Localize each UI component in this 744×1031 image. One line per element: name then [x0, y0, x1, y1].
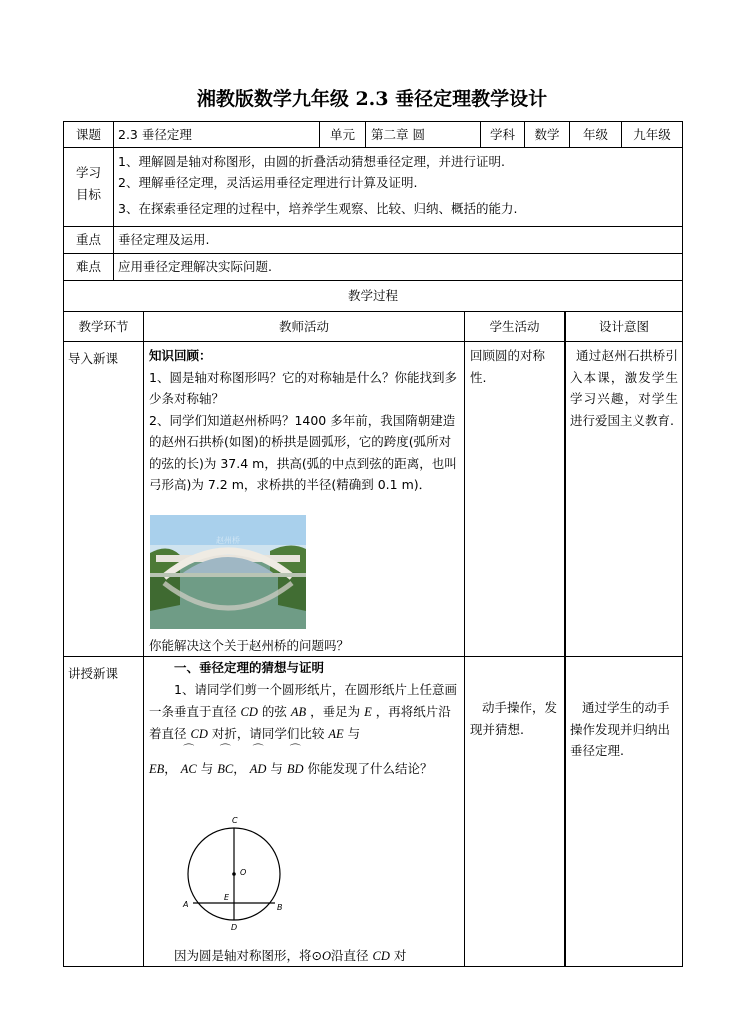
column-header-student: 学生活动	[489, 319, 540, 334]
label-o: O	[240, 868, 247, 877]
goal-item: 3、在探索垂径定理的过程中，培养学生观察、比较、归纳、概括的能力.	[118, 201, 518, 216]
label-c: C	[232, 816, 238, 825]
circle-diagram	[176, 810, 296, 935]
arc-label: AC	[180, 762, 197, 776]
key-label: 重点	[75, 232, 101, 247]
goal-item: 2、理解垂径定理，灵活运用垂径定理进行计算及证明.	[118, 175, 418, 190]
intro-question-2: 2、同学们知道赵州桥吗？1400 多年前，我国隋朝建造的赵州石拱桥(如图)的桥拱是圆弧形，它的跨度(弧所对的弦的长)为 37.4 m，拱高(弧的中点到弦的距离，也叫弓形高)为 7.2 m，求桥拱的半径(精确到 0.1 m)．	[149, 412, 457, 492]
lecture-intent: 通过学生的动手操作发现并归纳出垂径定理.	[570, 700, 671, 758]
goal-item: 1、理解圆是轴对称图形，由圆的折叠活动猜想垂径定理，并进行证明.	[118, 154, 505, 169]
table-border	[464, 311, 465, 967]
text-run: 对	[393, 948, 407, 963]
unit-value: 第二章 圆	[371, 127, 425, 142]
text-run: 的弦	[261, 704, 287, 719]
text-run: ，垂足为	[310, 704, 361, 719]
intro-stage: 导入新课	[68, 351, 119, 366]
table-border	[63, 280, 683, 281]
symbol-e: E	[364, 705, 372, 719]
arc-mark-icon: ⌒	[183, 743, 195, 756]
arc-label: BC	[217, 762, 234, 776]
text-run: ，再将纸片沿着直径	[149, 704, 451, 741]
lecture-paragraph-1	[149, 679, 461, 745]
table-border	[63, 147, 683, 148]
arc-bc	[217, 743, 234, 780]
label-e: E	[224, 893, 230, 902]
intro-question-1: 1、圆是轴对称图形吗？它的对称轴是什么？你能找到多少条对称轴？	[149, 369, 457, 406]
page-title: 湘教版数学九年级 2.3 垂径定理教学设计	[196, 88, 548, 110]
goals-label	[64, 162, 113, 206]
column-header-teacher: 教师活动	[278, 319, 329, 334]
text-run: 你能发现了什么结论？	[307, 761, 433, 776]
symbol-ab: AB	[290, 705, 307, 719]
arc-mark-icon: ⌒	[252, 743, 264, 756]
text-run: 1、请同学们剪一个圆形纸片，在圆形纸片上任意画一条垂直于直径	[149, 682, 457, 719]
table-border	[63, 656, 683, 657]
zhaozhou-bridge-photo-caption: 赵州桥	[216, 536, 240, 545]
table-border	[365, 121, 366, 147]
table-border	[63, 966, 683, 967]
subject-value: 数学	[534, 127, 560, 142]
arc-ac	[180, 743, 197, 780]
grade-label: 年级	[582, 127, 608, 142]
arc-mark-icon: ⌒	[289, 743, 301, 756]
subject-label: 学科	[489, 127, 515, 142]
intro-closing: 你能解决这个关于赵州桥的问题吗？	[149, 638, 350, 653]
label-b: B	[277, 903, 283, 912]
table-border	[113, 121, 114, 281]
arc-label: BD	[286, 762, 304, 776]
key-value: 垂径定理及运用.	[118, 232, 210, 247]
difficulty-label: 难点	[75, 259, 101, 274]
goals-label-line: 目标	[75, 187, 101, 202]
table-border	[143, 311, 144, 967]
grade-value: 九年级	[633, 127, 671, 142]
symbol-o: O	[321, 949, 332, 963]
text-run: 与	[347, 726, 361, 741]
label-a: A	[183, 900, 189, 909]
text-run: 对折，请同学们比较	[211, 726, 325, 741]
text-run: ，	[164, 761, 177, 776]
column-header-intent: 设计意图	[598, 319, 649, 334]
goals-label-line: 学习	[75, 165, 101, 180]
table-border	[63, 253, 683, 254]
table-border	[564, 311, 566, 967]
lecture-last-line	[149, 946, 461, 966]
lecture-paragraph-1-cont	[149, 743, 461, 780]
text-run: 沿直径	[331, 948, 369, 963]
intro-intent: 通过赵州石拱桥引入本课，激发学生学习兴趣，对学生进行爱国主义教育.	[570, 348, 678, 428]
intro-student: 回顾圆的对称性.	[470, 348, 546, 385]
arc-ad	[249, 743, 267, 780]
label-d: D	[231, 923, 238, 932]
course-label: 课题	[75, 127, 101, 142]
column-header-stage: 教学环节	[78, 319, 129, 334]
review-title: 知识回顾：	[149, 348, 212, 363]
lecture-section-title: 一、垂径定理的猜想与证明	[174, 660, 325, 675]
course-value: 2.3 垂径定理	[118, 127, 192, 142]
lecture-stage: 讲授新课	[68, 666, 119, 681]
symbol-cd: CD	[372, 949, 390, 963]
zhaozhou-bridge-photo	[150, 515, 306, 629]
text-run: ，	[233, 761, 246, 776]
difficulty-value: 应用垂径定理解决实际问题.	[118, 259, 272, 274]
arc-bd	[286, 743, 304, 780]
table-border	[63, 311, 683, 312]
symbol-ae: AE	[328, 727, 344, 741]
unit-label: 单元	[329, 127, 355, 142]
process-header: 教学过程	[347, 288, 398, 303]
symbol-cd: CD	[190, 727, 208, 741]
lecture-student: 动手操作，发现并猜想.	[470, 700, 558, 737]
symbol-cd: CD	[240, 705, 258, 719]
table-border	[63, 121, 682, 122]
text-run: 与	[200, 761, 214, 776]
arc-label: AD	[249, 762, 267, 776]
table-border	[63, 341, 683, 342]
table-border	[682, 121, 683, 967]
arc-mark-icon: ⌒	[219, 743, 231, 756]
table-border	[63, 226, 683, 227]
text-run: 与	[270, 761, 283, 776]
text-run: 因为圆是轴对称图形，将⊙	[174, 948, 322, 963]
intro-teacher	[149, 345, 461, 496]
symbol-eb: EB	[149, 762, 165, 776]
